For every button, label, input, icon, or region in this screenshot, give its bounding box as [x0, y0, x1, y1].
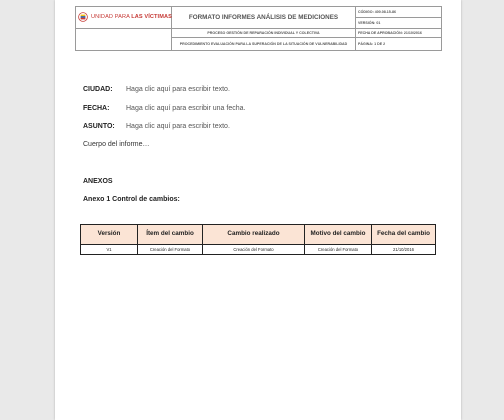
proceso-label: PROCESO GESTIÓN DE REPARACIÓN INDIVIDUAL Y COLECTIVA [172, 29, 356, 38]
ciudad-placeholder[interactable]: Haga clic aquí para escribir texto. [126, 86, 230, 93]
logo-text-bold: LAS VÍCTIMAS [131, 13, 172, 20]
ciudad-label: CIUDAD: [83, 86, 113, 93]
anexo1-title: Anexo 1 Control de cambios: [83, 196, 180, 203]
logo-cell-bottom [76, 29, 172, 51]
logo-text-prefix: UNIDAD PARA [91, 13, 132, 20]
document-page [55, 0, 461, 420]
fecha-placeholder[interactable]: Haga clic aquí para escribir una fecha. [126, 105, 246, 112]
fecha-aprobacion-label: FECHA DE APROBACIÓN: 21/10/2016 [356, 29, 442, 38]
ciudad-field [83, 86, 230, 93]
column-header-version: Versión [81, 225, 138, 245]
asunto-label: ASUNTO: [83, 123, 115, 130]
unidad-victimas-logo [78, 12, 172, 22]
logo-cell [76, 7, 172, 29]
cell-motivo[interactable]: Creación del Formato [305, 245, 372, 255]
procedimiento-label: PROCEDIMIENTO EVALUACIÓN PARA LA SUPERACIÓN DE LA SITUACIÓN DE VULNERABILIDAD [172, 38, 356, 51]
document-header-table [75, 6, 442, 51]
fecha-label: FECHA: [83, 105, 110, 112]
colombia-seal-icon [78, 12, 88, 22]
cell-fecha[interactable]: 21/10/2016 [372, 245, 436, 255]
asunto-field [83, 123, 230, 130]
cell-item[interactable]: Creación del Formato [138, 245, 203, 255]
version-label: VERSIÓN: 01 [356, 18, 442, 29]
fecha-field [83, 105, 245, 112]
column-header-fecha: Fecha del cambio [372, 225, 436, 245]
change-control-table [80, 224, 436, 255]
format-title: FORMATO INFORMES ANÁLISIS DE MEDICIONES [172, 7, 356, 29]
table-header-row [81, 225, 436, 245]
asunto-placeholder[interactable]: Haga clic aquí para escribir texto. [126, 123, 230, 130]
column-header-item: Ítem del cambio [138, 225, 203, 245]
column-header-cambio: Cambio realizado [203, 225, 305, 245]
column-header-motivo: Motivo del cambio [305, 225, 372, 245]
report-body-text[interactable]: Cuerpo del informe… [83, 141, 150, 148]
table-row [81, 245, 436, 255]
codigo-label: CÓDIGO: 400.08.15-86 [356, 7, 442, 18]
cell-cambio[interactable]: Creación del Formato [203, 245, 305, 255]
pagina-label: PÁGINA: 1 DE 2 [356, 38, 442, 51]
anexos-heading: ANEXOS [83, 178, 113, 185]
cell-version[interactable]: V1 [81, 245, 138, 255]
